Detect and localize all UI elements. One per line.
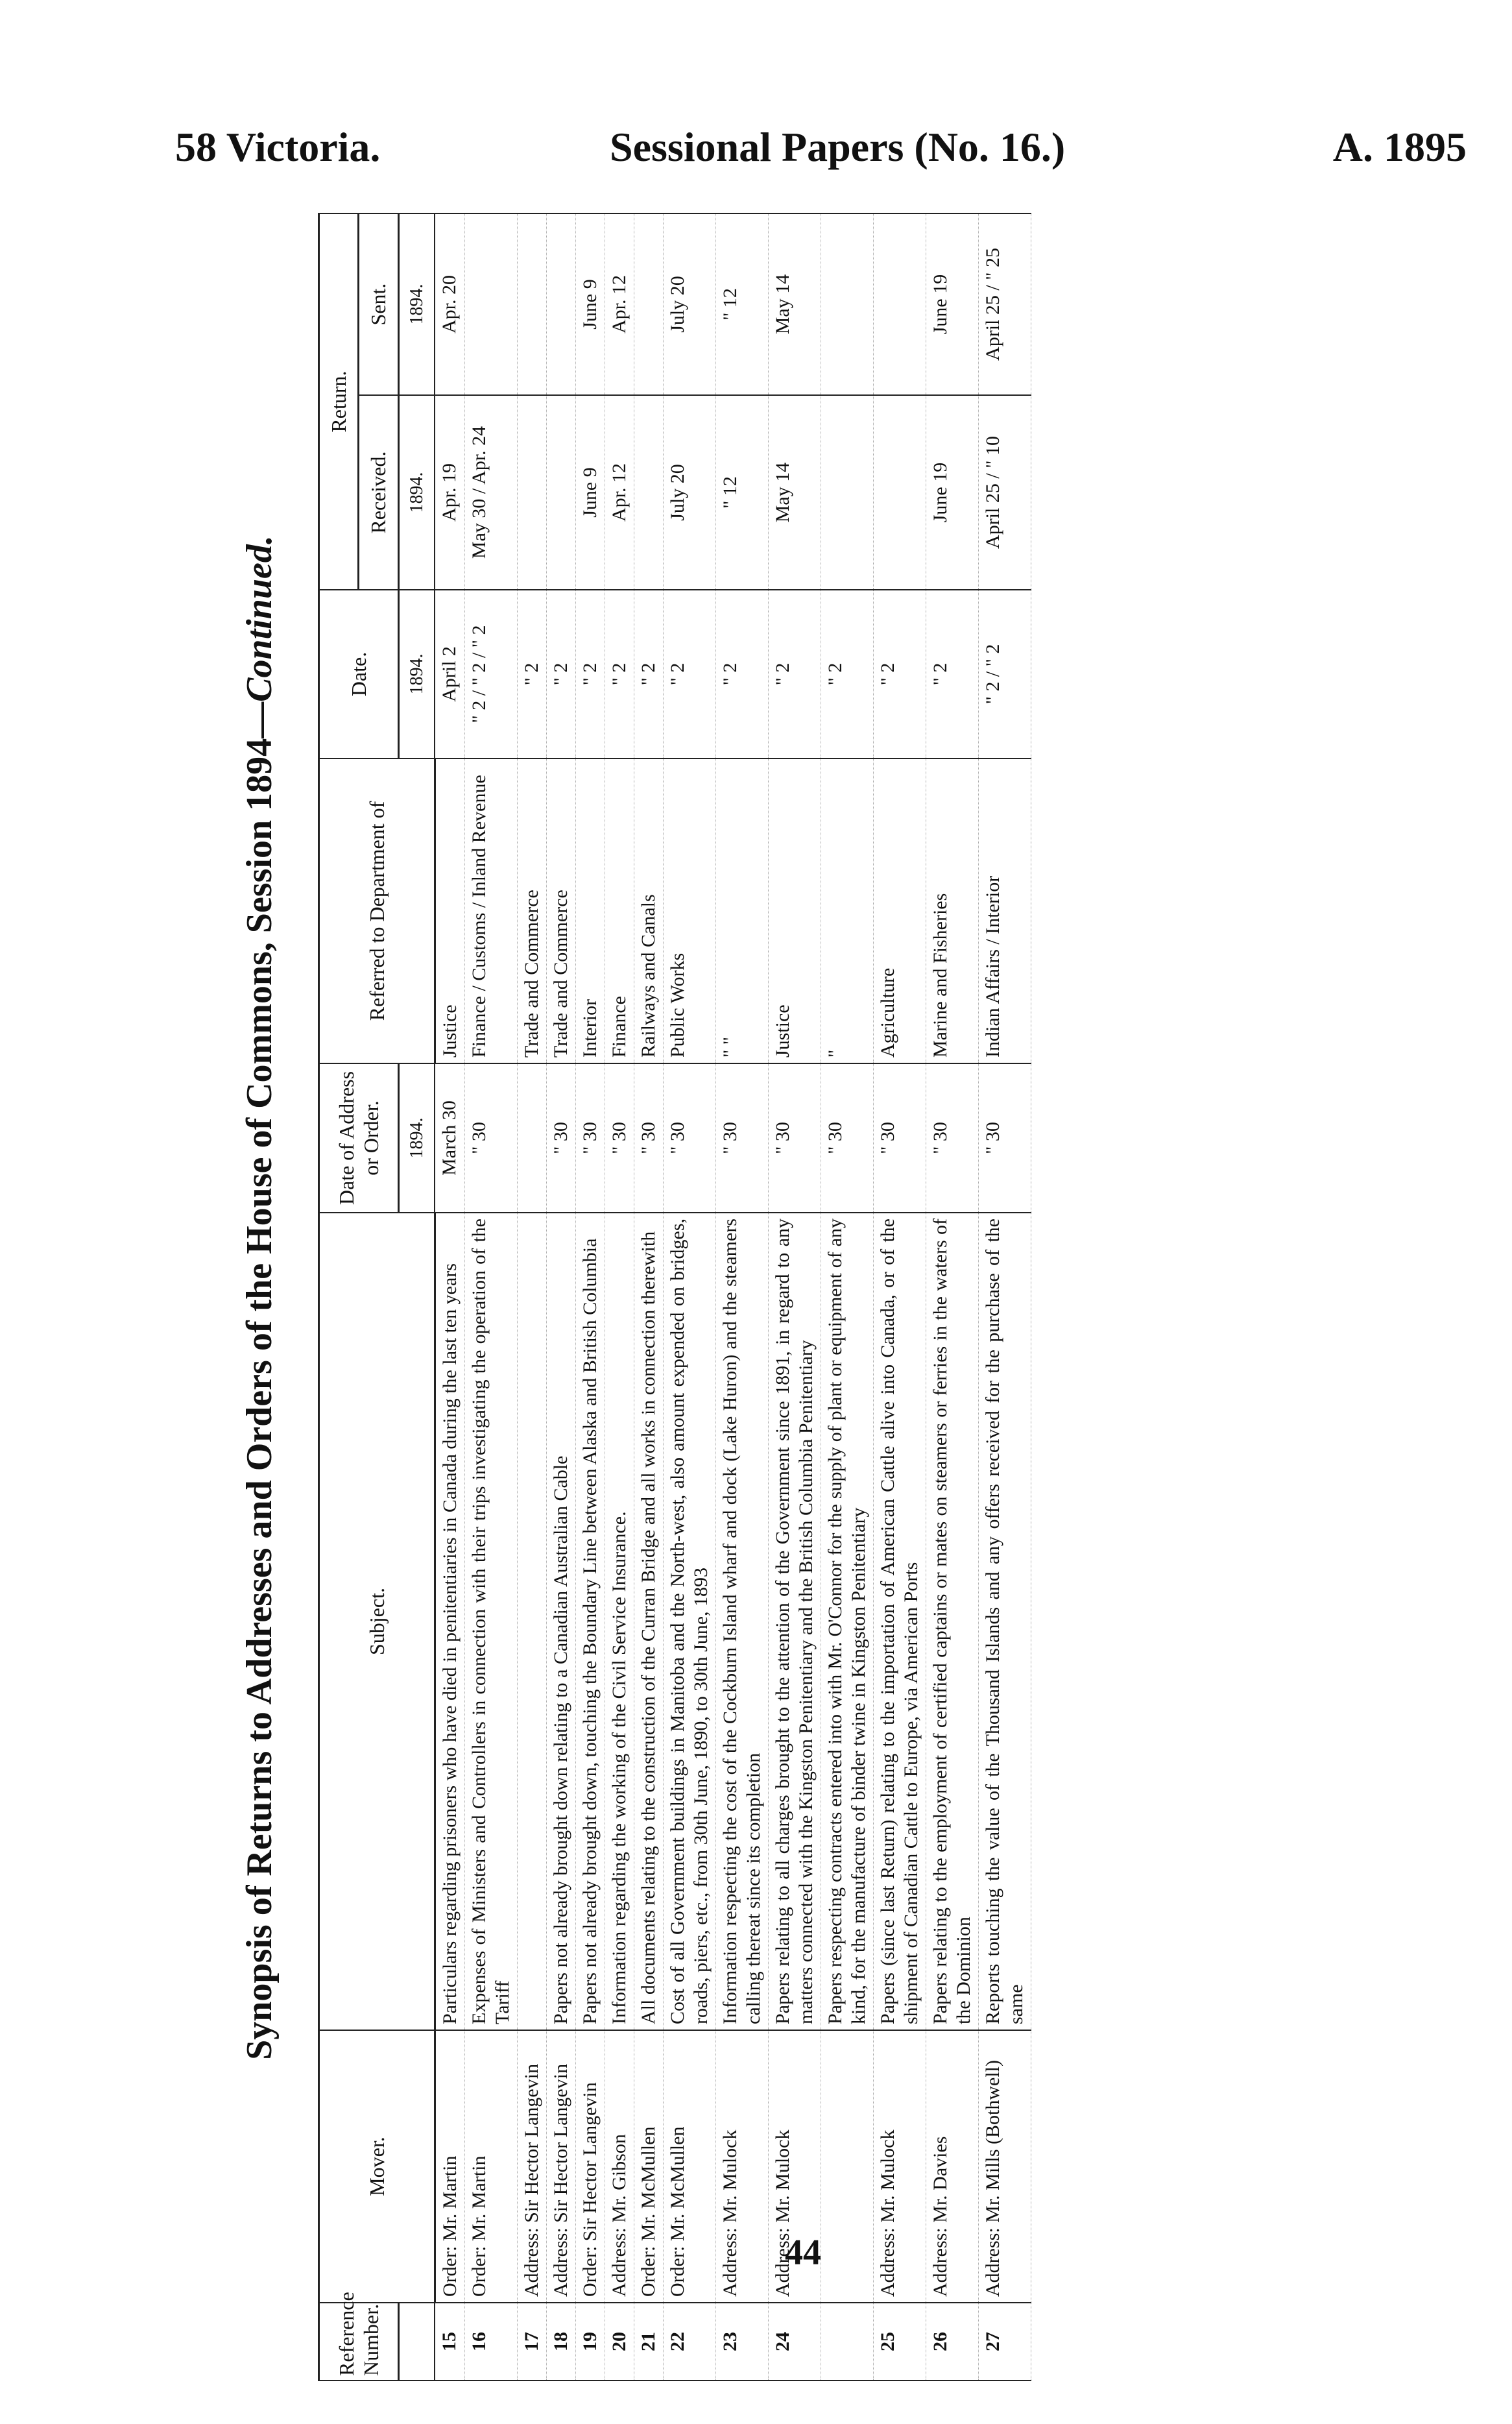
date-of-address: " 30 (978, 1063, 1031, 1213)
subject: Expenses of Ministers and Controllers in connection with their trips investigating the operation of the Tariff (464, 1213, 517, 2030)
department: Indian Affairs / Interior (978, 758, 1031, 1063)
received (873, 395, 926, 590)
header-year-address: 1894. (398, 1063, 435, 1213)
mover: Order: Mr. Martin (435, 2030, 464, 2303)
date: " 2 (821, 590, 873, 758)
date: " 2 (715, 590, 768, 758)
ref-number: 19 (575, 2303, 605, 2381)
subject: Papers relating to the employment of certified captains or mates on steamers or ferries in the waters of the Dominion (926, 1213, 978, 2030)
date: " 2 (546, 590, 575, 758)
date: " 2 (768, 590, 821, 758)
mover: Order: Mr. McMullen (634, 2030, 663, 2303)
department: Trade and Commerce (546, 758, 575, 1063)
ref-number: 15 (435, 2303, 464, 2381)
table-row (546, 213, 575, 2381)
table-row (575, 213, 605, 2381)
received: Apr. 19 (435, 395, 464, 590)
ref-number: 17 (517, 2303, 546, 2381)
received: May 30 / Apr. 24 (464, 395, 517, 590)
subject: Papers respecting contracts entered into with Mr. O'Connor for the supply of plant or equipment of any kind, for the manufacture of binder twine in Kingston Penitentiary (821, 1213, 873, 2030)
header-year-date: 1894. (398, 590, 435, 758)
running-head-year: A. 1895 (1332, 124, 1467, 170)
date-of-address: March 30 (435, 1063, 464, 1213)
subject: Papers not already brought down, touching the Boundary Line between Alaska and British Columbia (575, 1213, 605, 2030)
rotated-table-frame (221, 214, 1485, 2381)
table-row (926, 213, 978, 2381)
sent: Apr. 20 (435, 213, 464, 395)
ref-number: 27 (978, 2303, 1031, 2381)
caption-title: Synopsis of Returns to Addresses and Orders of the House of Commons, Session 1894— (239, 701, 280, 2060)
table-row (978, 213, 1031, 2381)
received: July 20 (663, 395, 715, 590)
header-date: Date. (319, 590, 399, 758)
department: Interior (575, 758, 605, 1063)
ref-number: 21 (634, 2303, 663, 2381)
header-return: Return. (319, 213, 359, 590)
running-head-session: 58 Victoria. (175, 124, 381, 170)
sent (517, 213, 546, 395)
ref-number: 23 (715, 2303, 768, 2381)
header-date-of-address: Date of Address or Order. (319, 1063, 399, 1213)
date: April 2 (435, 590, 464, 758)
sent: June 9 (575, 213, 605, 395)
mover: Address: Mr. Mills (Bothwell) (978, 2030, 1031, 2303)
date-of-address: " 30 (821, 1063, 873, 1213)
department: " " (715, 758, 768, 1063)
ref-number: 24 (768, 2303, 821, 2381)
department: Trade and Commerce (517, 758, 546, 1063)
ref-number: 26 (926, 2303, 978, 2381)
subject: Papers relating to all charges brought to the attention of the Government since 1891, in regard to any matters connected with the Kingston Penitentiary and the British Columbia Penitentiary (768, 1213, 821, 2030)
date: " 2 (663, 590, 715, 758)
caption-continued: Continued. (239, 535, 280, 702)
subject (517, 1213, 546, 2030)
date-of-address: " 30 (663, 1063, 715, 1213)
header-referred-to: Referred to Department of (319, 758, 435, 1063)
date: " 2 (517, 590, 546, 758)
mover: Address: Sir Hector Langevin (546, 2030, 575, 2303)
received (634, 395, 663, 590)
received: April 25 / " 10 (978, 395, 1031, 590)
sent: " 12 (715, 213, 768, 395)
mover: Order: Sir Hector Langevin (575, 2030, 605, 2303)
mover: Address: Mr. Mulock (873, 2030, 926, 2303)
table-row (663, 213, 715, 2381)
received: Apr. 12 (605, 395, 634, 590)
department: Marine and Fisheries (926, 758, 978, 1063)
mover: Address: Mr. Mulock (768, 2030, 821, 2303)
table-caption (221, 214, 298, 2381)
mover (821, 2030, 873, 2303)
received (546, 395, 575, 590)
department: Public Works (663, 758, 715, 1063)
sent (546, 213, 575, 395)
sent (464, 213, 517, 395)
header-ref-number: Reference Number. (319, 2303, 399, 2381)
header-subject: Subject. (319, 1213, 435, 2030)
table-row (634, 213, 663, 2381)
table-row (435, 213, 464, 2381)
sent (821, 213, 873, 395)
subject: Cost of all Government buildings in Manitoba and the North-west, also amount expended on bridges, roads, piers, etc., from 30th June, 1890, to 30th June, 1893 (663, 1213, 715, 2030)
date-of-address: " 30 (464, 1063, 517, 1213)
mover: Order: Mr. McMullen (663, 2030, 715, 2303)
sent (873, 213, 926, 395)
subject: Information respecting the cost of the Cockburn Island wharf and dock (Lake Huron) and the steamers calling thereat since its completion (715, 1213, 768, 2030)
running-head (0, 0, 1512, 195)
ref-number (821, 2303, 873, 2381)
date-of-address: " 30 (715, 1063, 768, 1213)
header-mover: Mover. (319, 2030, 435, 2303)
department: Railways and Canals (634, 758, 663, 1063)
date-of-address: " 30 (768, 1063, 821, 1213)
date: " 2 (926, 590, 978, 758)
date-of-address: " 30 (926, 1063, 978, 1213)
date-of-address (517, 1063, 546, 1213)
date: " 2 (873, 590, 926, 758)
subject: Particulars regarding prisoners who have died in penitentiaries in Canada during the last ten years (435, 1213, 464, 2030)
date-of-address: " 30 (605, 1063, 634, 1213)
header-year-received: 1894. (398, 395, 435, 590)
sent: April 25 / " 25 (978, 213, 1031, 395)
page-number: 44 (785, 2233, 821, 2273)
mover: Address: Mr. Gibson (605, 2030, 634, 2303)
subject: Papers (since last Return) relating to the importation of American Cattle alive into Canada, or of the shipment of Canadian Cattle to Europe, via American Ports (873, 1213, 926, 2030)
date-of-address: " 30 (575, 1063, 605, 1213)
table-row (605, 213, 634, 2381)
sent: Apr. 12 (605, 213, 634, 395)
mover: Address: Mr. Mulock (715, 2030, 768, 2303)
header-year-sent: 1894. (398, 213, 435, 395)
sent: July 20 (663, 213, 715, 395)
header-received: Received. (359, 395, 398, 590)
sent: May 14 (768, 213, 821, 395)
table-row (464, 213, 517, 2381)
table-row (715, 213, 768, 2381)
received (517, 395, 546, 590)
ref-number: 16 (464, 2303, 517, 2381)
department: Justice (768, 758, 821, 1063)
date: " 2 / " 2 (978, 590, 1031, 758)
ref-number: 18 (546, 2303, 575, 2381)
department: Justice (435, 758, 464, 1063)
department: Finance / Customs / Inland Revenue (464, 758, 517, 1063)
date: " 2 / " 2 / " 2 (464, 590, 517, 758)
sent: June 19 (926, 213, 978, 395)
date: " 2 (575, 590, 605, 758)
date: " 2 (605, 590, 634, 758)
department: Agriculture (873, 758, 926, 1063)
table-body (435, 213, 1031, 2381)
ref-number: 22 (663, 2303, 715, 2381)
date-of-address: " 30 (546, 1063, 575, 1213)
mover: Order: Mr. Martin (464, 2030, 517, 2303)
subject: All documents relating to the construction of the Curran Bridge and all works in connection therewith (634, 1213, 663, 2030)
date-of-address: " 30 (873, 1063, 926, 1213)
subject: Information regarding the working of the Civil Service Insurance. (605, 1213, 634, 2030)
table-row (873, 213, 926, 2381)
table-row (768, 213, 821, 2381)
received: June 9 (575, 395, 605, 590)
subject: Reports touching the value of the Thousand Islands and any offers received for the purchase of the same (978, 1213, 1031, 2030)
date-of-address: " 30 (634, 1063, 663, 1213)
mover: Address: Mr. Davies (926, 2030, 978, 2303)
subject: Papers not already brought down relating to a Canadian Australian Cable (546, 1213, 575, 2030)
received: " 12 (715, 395, 768, 590)
table-header (319, 213, 435, 2381)
header-sent: Sent. (359, 213, 398, 395)
ref-number: 20 (605, 2303, 634, 2381)
rotated-content (221, 214, 1485, 2381)
table-row (821, 213, 873, 2381)
running-head-title: Sessional Papers (No. 16.) (610, 124, 1066, 170)
department: " (821, 758, 873, 1063)
table-row (517, 213, 546, 2381)
ref-number: 25 (873, 2303, 926, 2381)
department: Finance (605, 758, 634, 1063)
date: " 2 (634, 590, 663, 758)
header-year-blank (398, 2303, 435, 2381)
synopsis-table (318, 213, 1031, 2381)
mover: Address: Sir Hector Langevin (517, 2030, 546, 2303)
sent (634, 213, 663, 395)
received (821, 395, 873, 590)
received: June 19 (926, 395, 978, 590)
received: May 14 (768, 395, 821, 590)
